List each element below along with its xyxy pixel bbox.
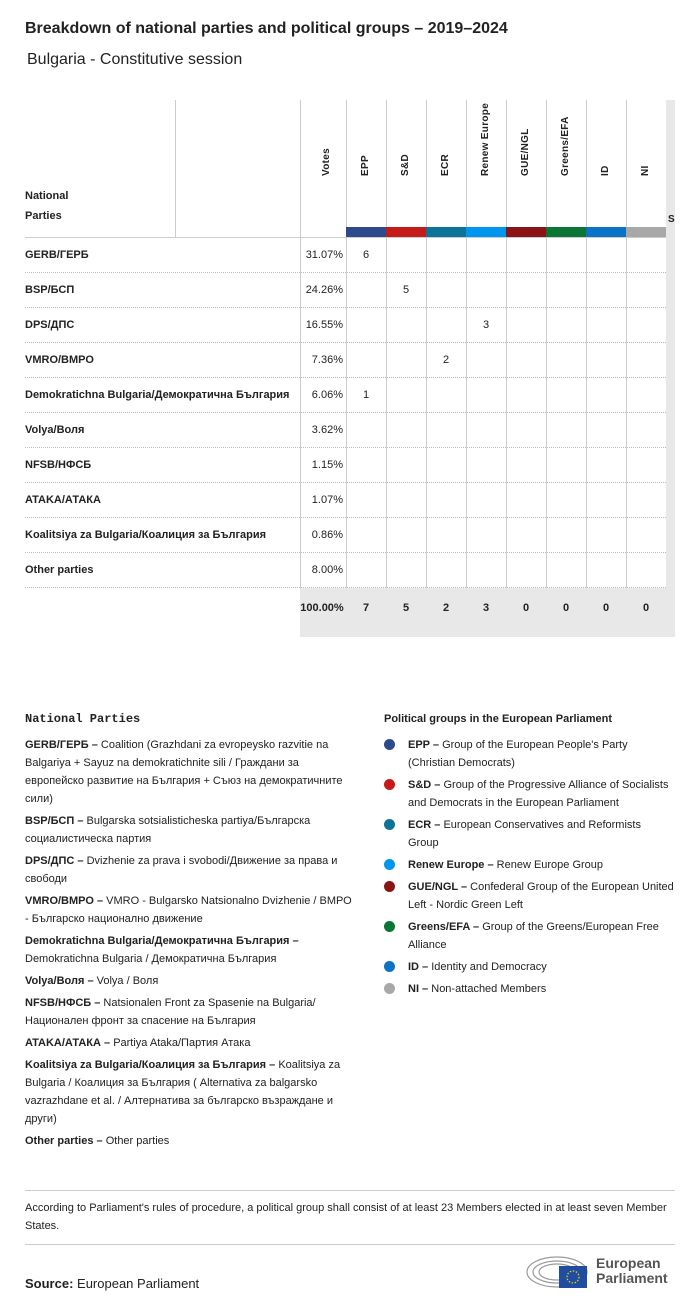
group-desc: Confederal Group of the European United Left - Nordic Green Left (408, 881, 674, 911)
group-legend-item (384, 918, 674, 954)
group-dot-icon (384, 881, 395, 892)
total-seats: 5 (402, 602, 410, 614)
national-parties-legend-title: National Parties (25, 712, 141, 726)
hemicycle-icon (525, 1254, 590, 1290)
party-name: VMRO/ВМРО (25, 354, 94, 366)
party-desc: Other parties (105, 1135, 170, 1147)
party-abbr: Other parties – (25, 1135, 103, 1147)
party-legend-item (25, 994, 355, 1030)
total-seats: 0 (522, 602, 530, 614)
group-color-bar (466, 227, 506, 237)
group-abbr: NI – (408, 983, 429, 995)
group-header: NI (640, 165, 651, 176)
party-abbr: Volya/Воля – (25, 975, 94, 987)
party-desc: VMRO - Bulgarsko Natsionalno Dvizhenie / ВМРО - Българско национално движение (25, 895, 352, 925)
national-parties-legend (25, 736, 355, 1154)
seat-count: 2 (442, 354, 450, 366)
seat-count: 5 (402, 284, 410, 296)
group-dot-icon (384, 961, 395, 972)
total-seats: 7 (362, 602, 370, 614)
group-desc: Group of the European People's Party (Christian Democrats) (408, 739, 628, 769)
group-desc: European Conservatives and Reformists Group (408, 819, 641, 849)
header-text: National (25, 190, 69, 202)
table-row (25, 413, 666, 448)
party-abbr: GERB/ГЕРБ – (25, 739, 98, 751)
group-desc: Renew Europe Group (496, 859, 604, 871)
group-abbr: Greens/EFA – (408, 921, 480, 933)
party-desc: Volya / Воля (96, 975, 159, 987)
party-legend-item (25, 852, 355, 888)
party-votes: 31.07% (305, 249, 343, 261)
group-desc: Identity and Democracy (431, 961, 547, 973)
group-header: S&D (400, 153, 411, 176)
table-row (25, 238, 666, 273)
table-row (25, 483, 666, 518)
group-legend-item (384, 878, 674, 914)
logo-text: European (596, 1255, 661, 1271)
group-dot-icon (384, 739, 395, 750)
table-row (25, 553, 666, 588)
page-title: Breakdown of national parties and political groups – 2019–2024 (25, 20, 508, 37)
total-seats: 2 (442, 602, 450, 614)
total-votes: 100.00% (300, 602, 344, 614)
group-color-bar (546, 227, 586, 237)
party-name: NFSB/НФСБ (25, 459, 92, 471)
party-votes: 6.06% (311, 389, 343, 401)
group-legend-item (384, 736, 674, 772)
party-abbr: DPS/ДПС – (25, 855, 84, 867)
party-abbr: Koalitsiya za Bulgaria/Коалиция за България – (25, 1059, 276, 1071)
logo-text: Parliament (596, 1270, 668, 1286)
party-legend-item (25, 972, 355, 990)
table-row (25, 308, 666, 343)
party-legend-item (25, 1132, 355, 1150)
party-desc: Coalition (Grazhdani za evropeysko razvitie na Balgariya + Sayuz na demokratichnite sili / Граждани за европейско развитие на България + Съюз на демократичните сили) (25, 739, 343, 805)
table-row (25, 343, 666, 378)
group-desc: Non-attached Members (431, 983, 547, 995)
party-abbr: ATAKA/АТАКА – (25, 1037, 111, 1049)
party-votes: 1.07% (311, 494, 343, 506)
divider (25, 1244, 675, 1245)
party-name: GERB/ГЕРБ (25, 249, 89, 261)
cut-column (666, 100, 675, 637)
group-header: ECR (440, 153, 451, 176)
group-dot-icon (384, 983, 395, 994)
total-seats: 0 (602, 602, 610, 614)
group-color-bar (586, 227, 626, 237)
total-seats: 3 (482, 602, 490, 614)
party-name: Koalitsiya za Bulgaria/Коалиция за България (25, 529, 267, 541)
group-desc: Group of the Progressive Alliance of Socialists and Democrats in the European Parliament (408, 779, 669, 809)
page-subtitle: Bulgaria - Constitutive session (27, 51, 243, 68)
party-legend-item (25, 892, 355, 928)
group-legend-item (384, 856, 674, 874)
party-name: BSP/БСП (25, 284, 75, 296)
seat-count: 6 (362, 249, 370, 261)
group-header: ID (600, 165, 611, 176)
group-dot-icon (384, 921, 395, 932)
group-abbr: EPP – (408, 739, 439, 751)
party-name: Other parties (25, 564, 94, 576)
party-name: Volya/Воля (25, 424, 85, 436)
group-abbr: ID – (408, 961, 429, 973)
party-votes: 0.86% (311, 529, 343, 541)
group-legend-item (384, 776, 674, 812)
party-legend-item (25, 812, 355, 848)
groups-legend-title: Political groups in the European Parliament (384, 713, 612, 725)
party-abbr: VMRO/ВМРО – (25, 895, 104, 907)
party-legend-item (25, 736, 355, 808)
source-label: Source: (25, 1276, 74, 1291)
divider (25, 1190, 675, 1191)
party-abbr: BSP/БСП – (25, 815, 84, 827)
party-legend-item (25, 1056, 355, 1128)
group-legend-item (384, 816, 674, 852)
party-desc: Natsionalen Front za Spasenie na Bulgaria/ Национален фронт за спасение на България (25, 997, 316, 1027)
group-color-bar (346, 227, 386, 237)
column-divider (175, 100, 176, 237)
party-votes: 3.62% (311, 424, 343, 436)
party-desc: Demokratichna Bulgaria / Демократична България (25, 953, 277, 965)
source-value: European Parliament (77, 1276, 200, 1291)
votes-header: Votes (321, 148, 332, 176)
table-row (25, 448, 666, 483)
party-votes: 16.55% (305, 319, 343, 331)
party-votes: 24.26% (305, 284, 343, 296)
party-name: ATAKA/АТАКА (25, 494, 101, 506)
header-text: Parties (25, 210, 62, 222)
national-parties-header (25, 186, 68, 226)
rules-note: According to Parliament's rules of procedure, a political group shall consist of at least 23 Members elected in at least seven Member States. (25, 1202, 667, 1232)
group-color-bar (506, 227, 546, 237)
group-header: Greens/EFA (560, 116, 571, 176)
group-abbr: GUE/NGL – (408, 881, 468, 893)
source (25, 1276, 199, 1291)
table-row (25, 518, 666, 553)
table-row (25, 273, 666, 308)
party-desc: Dvizhenie za prava i svobodi/Движение за права и свободи (25, 855, 338, 885)
party-legend-item (25, 932, 355, 968)
total-seats: 0 (642, 602, 650, 614)
group-abbr: Renew Europe – (408, 859, 494, 871)
european-parliament-logo (525, 1254, 675, 1294)
group-header: EPP (360, 155, 371, 176)
party-desc: Koalitsiya za Bulgaria / Коалиция за България ( Alternativa za balgarsko vazrazhdane et al. / Алтернатива за българско възраждане и други) (25, 1059, 341, 1125)
group-color-bar (426, 227, 466, 237)
total-seats: 0 (562, 602, 570, 614)
party-desc: Partiya Ataka/Партия Атака (113, 1037, 251, 1049)
group-legend-item (384, 958, 674, 976)
party-votes: 8.00% (311, 564, 343, 576)
group-color-bar (386, 227, 426, 237)
party-desc: Bulgarska sotsialisticheska partiya/Българска социалистическа партия (25, 815, 311, 845)
group-dot-icon (384, 779, 395, 790)
party-legend-item (25, 1034, 355, 1052)
cut-column-label: S (668, 214, 675, 225)
group-color-bar (626, 227, 666, 237)
seat-count: 1 (362, 389, 370, 401)
table-row (25, 378, 666, 413)
group-header: GUE/NGL (520, 128, 531, 176)
group-header: Renew Europe (480, 102, 491, 176)
party-name: DPS/ДПС (25, 319, 75, 331)
group-dot-icon (384, 819, 395, 830)
seat-count: 3 (482, 319, 490, 331)
party-abbr: Demokratichna Bulgaria/Демократична България – (25, 935, 299, 947)
group-dot-icon (384, 859, 395, 870)
group-desc: Group of the Greens/European Free Alliance (408, 921, 659, 951)
party-votes: 1.15% (311, 459, 343, 471)
group-abbr: S&D – (408, 779, 441, 791)
group-legend-item (384, 980, 674, 998)
party-name: Demokratichna Bulgaria/Демократична България (25, 389, 290, 401)
party-votes: 7.36% (311, 354, 343, 366)
group-abbr: ECR – (408, 819, 441, 831)
groups-legend (384, 736, 674, 1002)
party-abbr: NFSB/НФСБ – (25, 997, 101, 1009)
